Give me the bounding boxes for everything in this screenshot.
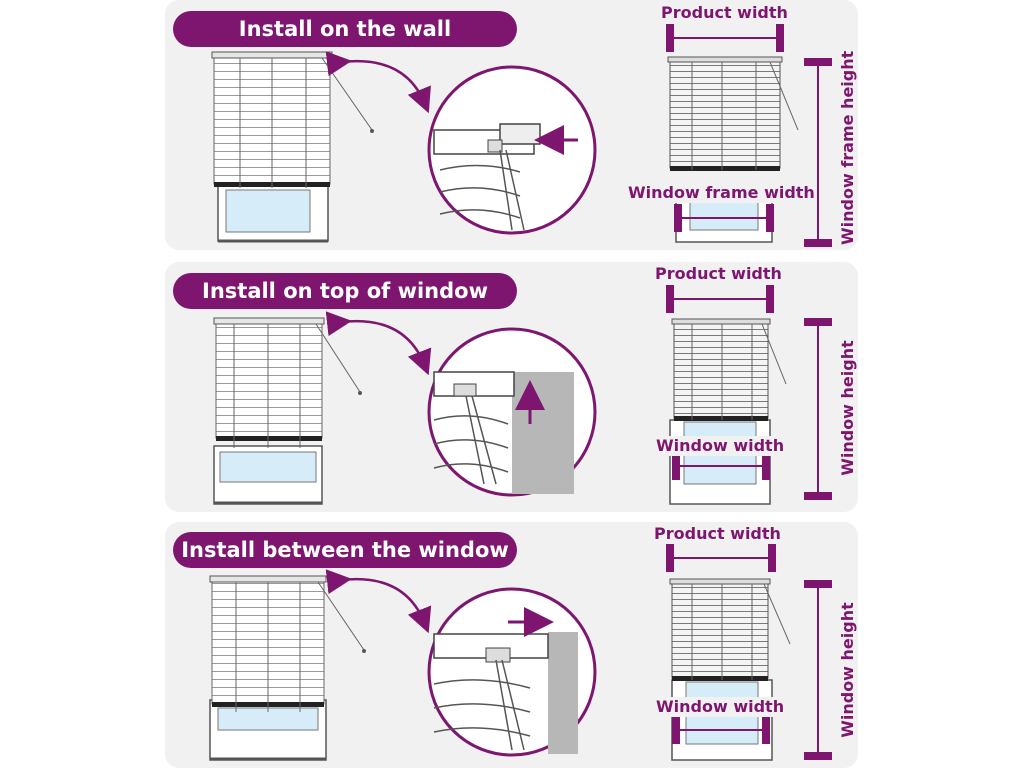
wall-measurement-diagram — [668, 38, 818, 243]
top-blind-illustration — [214, 318, 425, 504]
section-title-between-window: Install between the window — [173, 532, 517, 568]
between-product-width-label: Product width — [654, 524, 781, 543]
between-measurement-diagram — [670, 558, 818, 760]
wall-window-frame-width-label: Window frame width — [628, 183, 815, 202]
between-window-height-label: Window height — [838, 602, 857, 738]
between-blind-illustration — [210, 576, 425, 760]
top-measurement-diagram — [670, 299, 818, 504]
section-title-top-of-window: Install on top of window — [173, 273, 517, 309]
section-title-wall: Install on the wall — [173, 11, 517, 47]
between-bracket-detail — [429, 589, 595, 755]
wall-blind-illustration — [212, 52, 425, 241]
top-window-width-label: Window width — [656, 436, 785, 455]
between-window-width-label: Window width — [656, 697, 785, 716]
top-product-width-label: Product width — [655, 264, 782, 283]
top-bracket-detail — [429, 329, 595, 495]
wall-product-width-label: Product width — [661, 3, 788, 22]
wall-window-frame-height-label: Window frame height — [838, 50, 857, 245]
top-window-height-label: Window height — [838, 340, 857, 476]
wall-bracket-detail — [429, 67, 595, 233]
